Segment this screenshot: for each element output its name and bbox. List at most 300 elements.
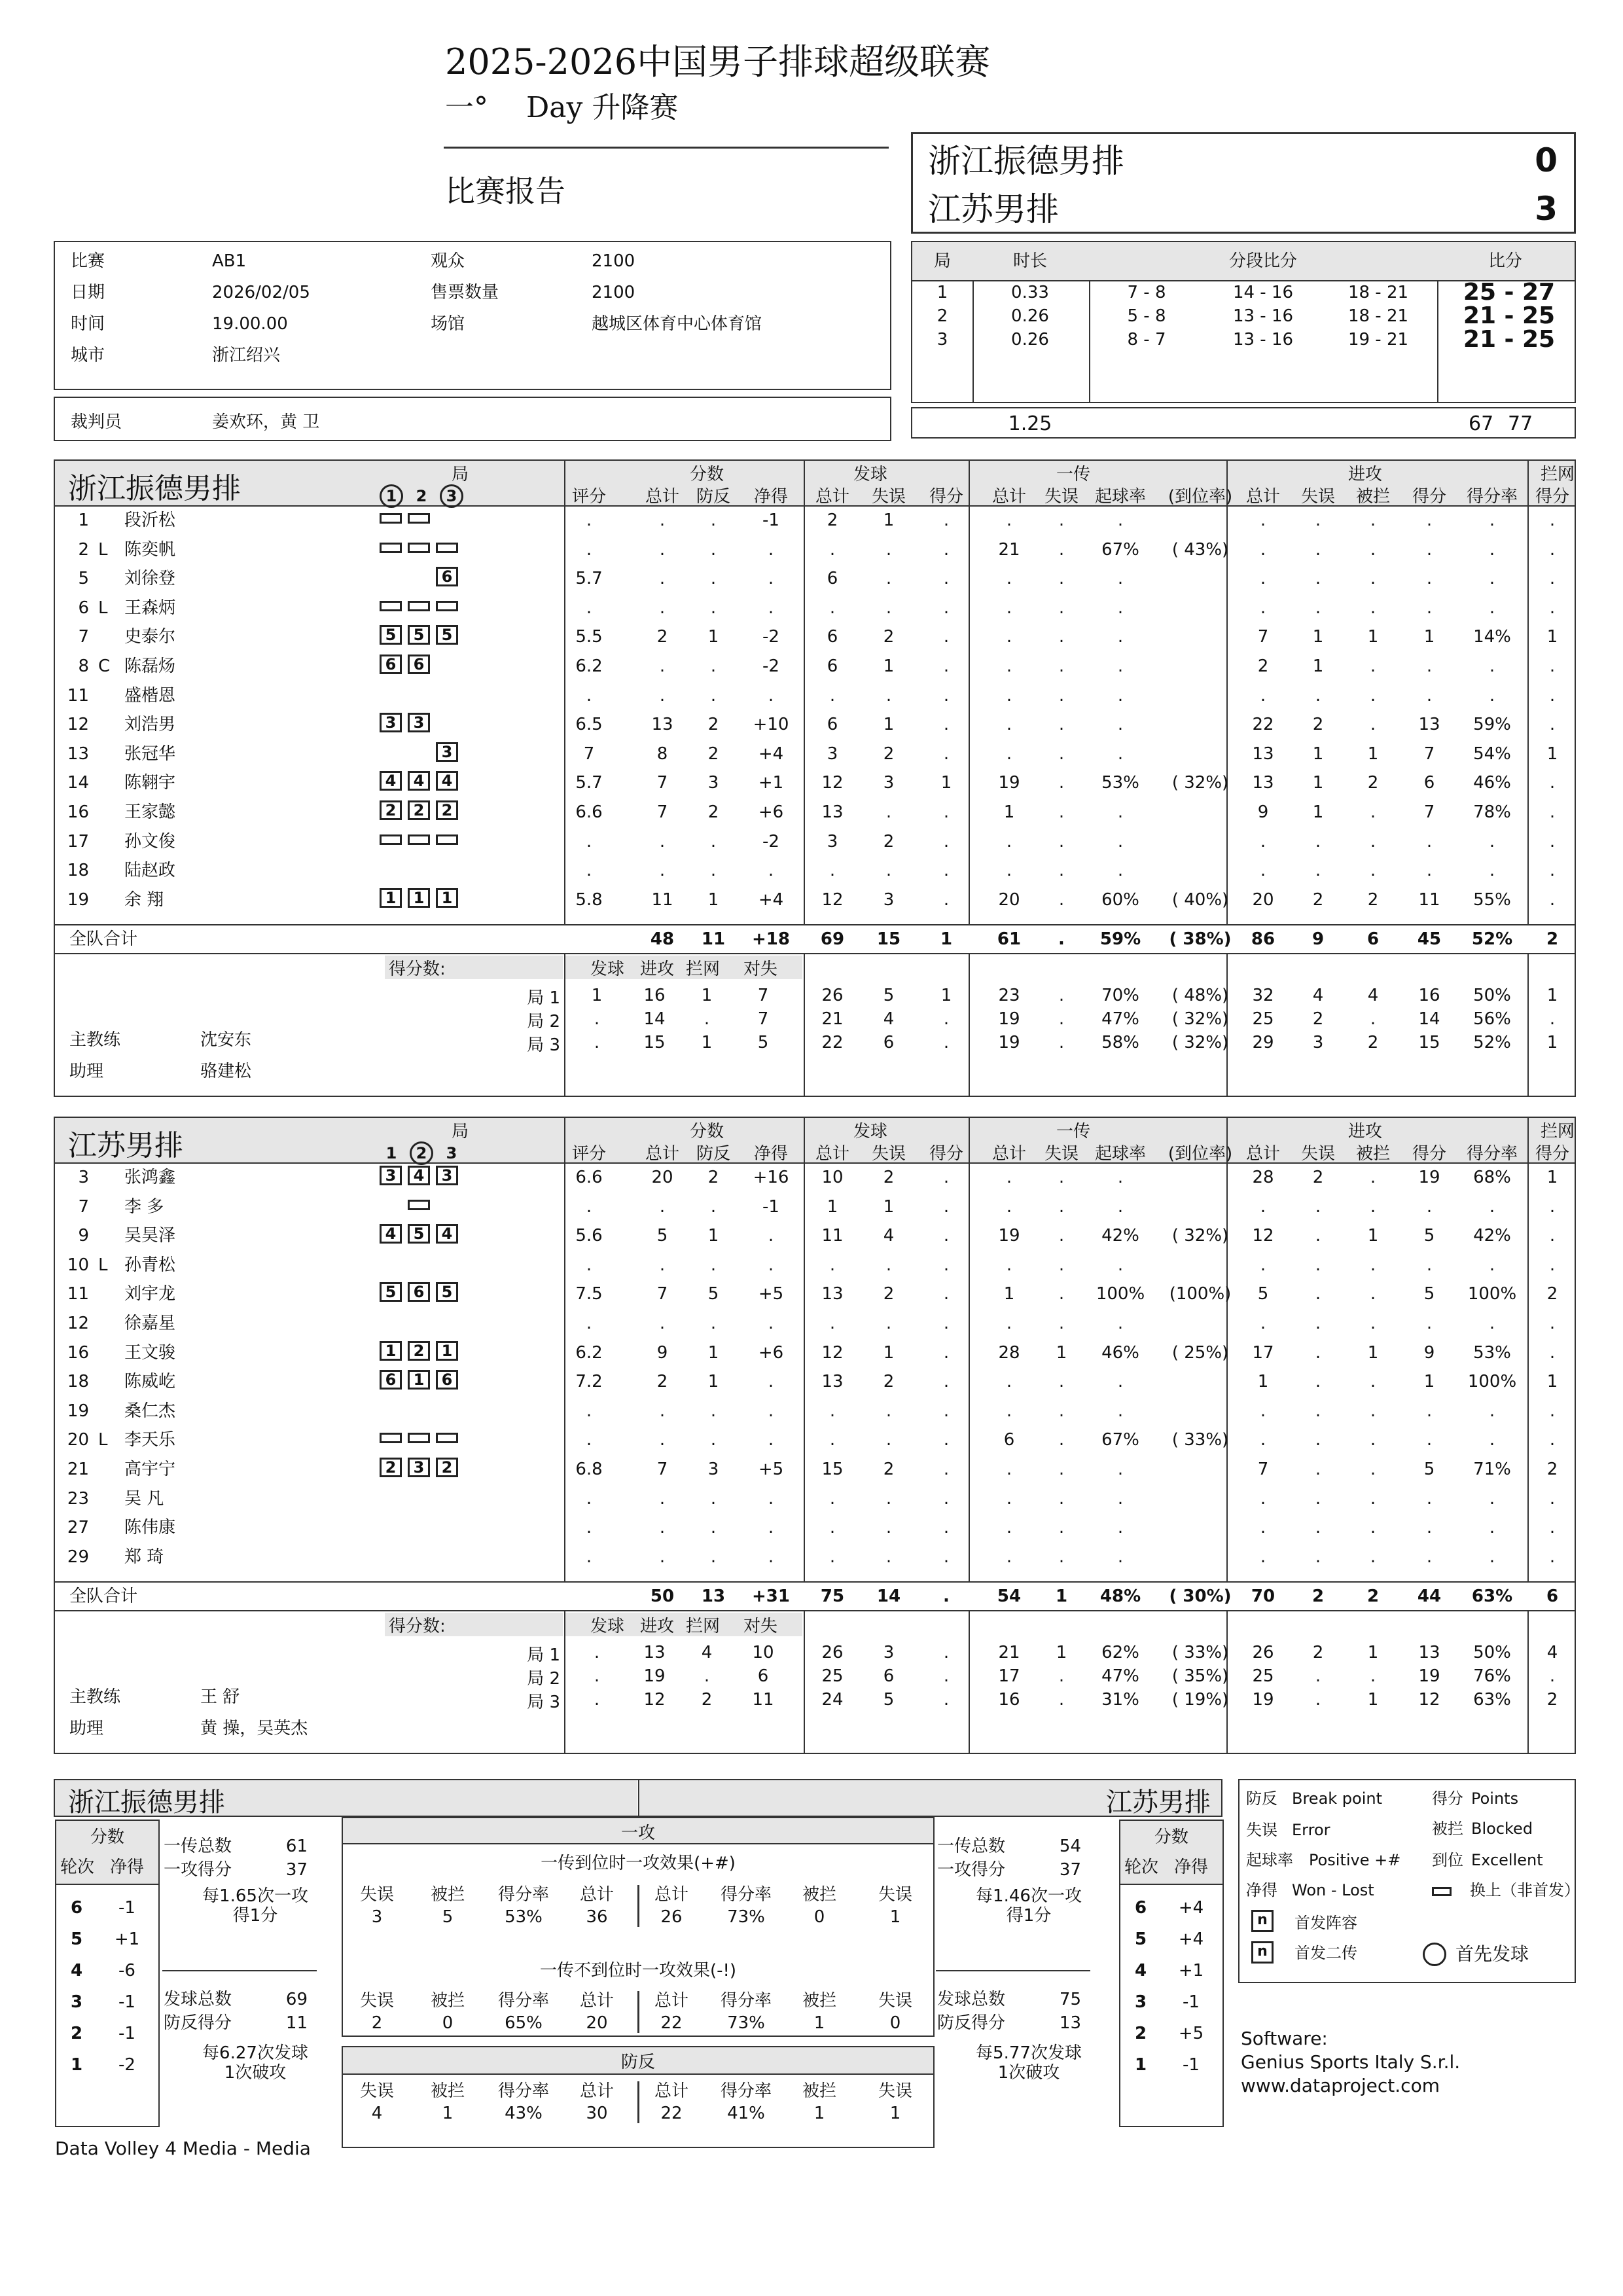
stat-cell: . [1260,1314,1266,1333]
stat-cell: . [1426,832,1433,852]
set-stat-cell: 4 [883,1009,895,1029]
stat-cell: . [1370,540,1376,560]
stat-cell: 1 [1003,1284,1015,1304]
set-number: 2 [936,306,948,326]
group-header: 一传 [1056,465,1091,484]
team-total-cell: 54 [997,1587,1022,1606]
stat-cell: . [710,656,717,676]
stat-cell: 1 [1546,627,1558,647]
stat-cell: . [885,861,892,880]
info-value-date: 2026/02/05 [212,283,310,302]
stat-cell: . [710,1197,717,1217]
column-header: 评分 [571,1144,607,1164]
set-stat-cell: 47% [1101,1009,1139,1029]
team-total-cell: . [943,1587,950,1606]
player-set-boxes [380,1253,464,1272]
summary-right-value: 41% [727,2104,765,2123]
player-name: 王文骏 [124,1343,176,1363]
stat-cell: . [1315,1372,1321,1391]
assistant-label: 助理 [69,1719,104,1738]
sideout-note: 每1.65次一攻 [202,1886,308,1906]
set-stat-cell: 1 [1546,986,1558,1005]
stat-cell: . [586,540,592,560]
starting-position: 5 [436,1282,458,1302]
player-number: 14 [67,773,89,793]
starting-position: 1 [436,888,458,908]
stat-cell: 11 [651,890,673,910]
set-stat-cell: 52% [1473,1033,1511,1052]
stat-cell: 13 [821,802,844,822]
stat-cell: . [659,1314,666,1333]
stat-cell: . [1489,1255,1495,1275]
team-total-cell: 2 [1546,929,1559,949]
stat-cell: . [586,1197,592,1217]
stat-cell: . [1117,1518,1124,1537]
stat-cell: 2 [1546,1460,1558,1479]
stat-cell: . [829,1255,836,1275]
column-header: 净得 [753,1144,789,1164]
stat-cell: . [943,1401,950,1421]
stat-cell: 6.6 [575,802,603,822]
setpts-serve: . [594,1643,600,1662]
player-name: 孙文俊 [124,832,176,852]
column-header: 失误 [1044,1144,1079,1164]
starting-position: 1 [436,1341,458,1361]
summary-col-header: 被拦 [430,2081,465,2101]
stat-cell: . [943,1489,950,1509]
setpts-opperr: 11 [752,1690,774,1710]
legend-box [1238,1779,1580,1983]
set-duration: 0.26 [1011,306,1049,326]
stat-cell: . [1006,1460,1012,1479]
team-total-cell: 11 [701,929,726,949]
legend-first-serve: 首先发球 [1455,1943,1529,1965]
team-table-frame-away [54,1117,1576,1754]
sideout-good-title: 一传到位时一攻效果(+#) [541,1854,736,1873]
stat-cell: 12 [821,890,844,910]
stat-cell: 1 [1257,1372,1269,1391]
stat-cell: . [1058,890,1065,910]
stat-cell: . [1315,1460,1321,1479]
break-note-2: 1次破攻 [224,2063,287,2083]
column-header: 被拦 [1355,1144,1391,1164]
stat-cell: 5 [1423,1460,1435,1479]
sideout-points: 37 [1059,1860,1081,1880]
set-stat-cell: 4 [1546,1643,1558,1662]
starting-position: 4 [380,1224,402,1244]
stat-cell: 6.8 [575,1460,603,1479]
summary-right-value: 0 [889,2013,901,2033]
info-label-time: 时间 [71,314,105,334]
stat-cell: 5.8 [575,890,603,910]
stat-cell: . [1549,1197,1556,1217]
sets-col-set: 局 [933,251,952,271]
summary-home-name: 浙江振德男排 [68,1787,225,1818]
column-header: 得分 [1412,487,1447,507]
legend-sub-icon [1432,1881,1457,1901]
stat-cell: . [1426,1197,1433,1217]
set-stat-cell: 50% [1473,1643,1511,1662]
set-stat-cell: 3 [1312,1033,1324,1052]
setpts-header: 拦网 [685,960,721,979]
set-stat-cell: 14 [1418,1009,1440,1029]
stat-cell: . [1370,832,1376,852]
stat-cell: . [1549,1226,1556,1246]
stat-cell: +6 [758,802,784,822]
stat-cell: 71% [1473,1460,1511,1479]
home-sets-won: 0 [1535,141,1558,179]
stat-cell: . [710,832,717,852]
stat-cell: . [1260,1401,1266,1421]
stat-cell: 12 [821,1343,844,1363]
starting-position: 1 [380,888,402,908]
player-set-boxes [380,1340,464,1361]
summary-left-value: 3 [371,1907,383,1927]
stat-cell: . [1315,1489,1321,1509]
starting-position: 1 [380,1341,402,1361]
column-header: 得分率 [1466,487,1518,507]
first-touch-total: 61 [285,1837,308,1856]
starting-position: 6 [436,567,458,586]
legend-val-positive: Positive +# [1309,1851,1401,1869]
sideout-points-label: 一攻得分 [164,1860,232,1880]
stat-cell: . [1006,1489,1012,1509]
stat-cell: . [943,861,950,880]
column-header: (到位率) [1168,1144,1233,1164]
player-set-boxes [380,624,464,645]
set-stat-cell: 62% [1101,1643,1139,1662]
set-indicators [380,1141,470,1165]
stat-cell: . [1260,540,1266,560]
stat-cell: 3 [883,773,895,793]
set-stat-cell: . [1058,986,1065,1005]
stat-cell: . [1549,715,1556,734]
team-total-cell: . [1058,929,1065,949]
stat-cell: . [1006,569,1012,588]
stat-cell: 46% [1101,1343,1139,1363]
column-header: 失误 [1300,487,1336,507]
legend-key-points: 得分 [1432,1789,1463,1808]
stat-cell: . [659,569,666,588]
stat-cell: 5.6 [575,1226,603,1246]
set-stat-cell: 29 [1252,1033,1274,1052]
player-set-boxes [380,1282,464,1302]
stat-cell: . [943,598,950,618]
coach-label: 主教练 [69,1687,121,1707]
team-total-cell: ( 30%) [1169,1587,1232,1606]
stat-cell: . [1117,569,1124,588]
sub-box [436,543,458,553]
summary-left-value: 43% [505,2104,543,2123]
summary-left-value: 1 [442,2104,454,2123]
stat-cell: . [1058,744,1065,764]
stat-cell: . [586,1489,592,1509]
column-header: 起球率 [1094,487,1147,507]
stat-cell: . [1489,686,1495,706]
break-points: 13 [1059,2013,1081,2033]
set-stat-cell: 12 [1418,1690,1440,1710]
team-total-cell: 44 [1417,1587,1442,1606]
summary-col-header: 总计 [654,2081,689,2101]
player-name: 陈翱宇 [124,773,176,793]
sets-divider-1 [972,280,974,402]
set-stat-cell: . [1549,1009,1556,1029]
player-name: 徐嘉星 [124,1314,176,1333]
stat-cell: . [1315,1284,1321,1304]
group-header: 分数 [689,1122,724,1141]
stat-cell: . [1370,1460,1376,1479]
set-stat-cell: . [1058,1033,1065,1052]
report-title: 比赛报告 [445,173,565,209]
stat-cell: . [1549,890,1556,910]
info-value-venue: 越城区体育中心体育馆 [592,314,762,334]
stat-cell: . [1489,1401,1495,1421]
column-header: 失误 [1300,1144,1336,1164]
first-touch-total-label: 一传总数 [164,1837,232,1856]
summary-col-header: 得分率 [497,1991,550,2011]
setpts-block: . [704,1009,710,1029]
stat-cell: . [1006,1372,1012,1391]
stat-cell: . [1006,744,1012,764]
stat-cell: . [1058,1255,1065,1275]
stat-cell: 13 [1252,744,1274,764]
stat-cell: . [1489,1430,1495,1450]
team-total-cell: 1 [1055,1587,1068,1606]
stat-cell: . [1426,1547,1433,1567]
summary-col-header: 失误 [359,1885,395,1905]
stat-cell: 12 [1252,1226,1274,1246]
summary-right-value: 0 [813,1907,825,1927]
set-partial-8: 5 - 8 [1127,306,1166,326]
stat-cell: . [943,627,950,647]
stat-cell: . [1260,511,1266,530]
summary-right-value: 1 [889,2104,901,2123]
set-stat-cell: 6 [883,1666,895,1686]
player-set-boxes [380,508,464,528]
setpts-serve: . [594,1690,600,1710]
column-divider [564,461,565,924]
stat-cell: 21 [998,540,1020,560]
stat-cell: (100%) [1169,1284,1232,1304]
player-number: 2 [78,540,89,560]
stat-cell: 7.5 [575,1284,603,1304]
stat-cell: . [1549,511,1556,530]
sub-box [436,601,458,611]
set-label: 局 3 [527,1035,560,1055]
rotation-value: -6 [118,1961,135,1981]
sideout-note-2: 得1分 [232,1906,278,1926]
stat-cell: . [1549,802,1556,822]
player-set-boxes [380,683,464,703]
stat-cell: . [1117,627,1124,647]
stat-cell: . [768,540,774,560]
legend-val-breakpoint: Break point [1292,1789,1383,1808]
stat-cell: . [1260,1547,1266,1567]
stat-cell: 19 [1418,1168,1440,1187]
set-duration: 0.26 [1011,330,1049,350]
stat-cell: . [710,1547,717,1567]
stat-cell: . [1006,1518,1012,1537]
stat-cell: . [1058,1226,1065,1246]
team-total-cell: 75 [820,1587,845,1606]
set-stat-cell: 21 [998,1643,1020,1662]
stat-cell: 1 [1367,1226,1379,1246]
setpts-block: 1 [701,1033,713,1052]
stat-cell: -1 [762,511,779,530]
player-role: L [98,598,108,618]
stat-cell: . [1058,1489,1065,1509]
setpts-header: 对失 [743,960,778,979]
set-stat-cell: 1 [1367,1643,1379,1662]
stat-cell: . [710,598,717,618]
stat-cell: 2 [707,802,719,822]
team-total-cell: 63% [1471,1587,1513,1606]
sideout-note: 每1.46次一攻 [976,1886,1082,1906]
stat-cell: 1 [883,656,895,676]
stat-cell: . [1117,1547,1124,1567]
stat-cell: . [1260,686,1266,706]
column-divider [1527,1118,1529,1581]
counter-title: 防反 [620,2053,656,2072]
legend-first-serve-icon [1423,1943,1446,1966]
stat-cell: . [1315,598,1321,618]
stat-cell: 9 [1257,802,1269,822]
stat-cell: . [1370,1255,1376,1275]
total-duration: 1.25 [1008,412,1052,435]
summary-right-value: 1 [813,2104,825,2123]
stat-cell: . [1370,1489,1376,1509]
player-set-boxes [380,537,464,557]
stat-cell: . [1058,598,1065,618]
stat-cell: 15 [821,1460,844,1479]
stat-cell: 8 [656,744,668,764]
stat-cell: . [586,1314,592,1333]
sub-box [380,513,402,524]
stat-cell: . [1426,569,1433,588]
summary-col-header: 总计 [579,2081,615,2101]
column-header: 净得 [753,487,789,507]
set-score: 21 - 25 [1463,326,1556,353]
player-number: 19 [67,1401,89,1421]
stat-cell: . [1006,598,1012,618]
set-stat-cell: 16 [1418,986,1440,1005]
team-total-cell: 69 [820,929,845,949]
total-line-bottom [55,1610,1575,1611]
player-number: 21 [67,1460,89,1479]
legend-key-won-lost: 净得 [1246,1881,1277,1899]
stat-cell: . [710,1518,717,1537]
stat-cell: 1 [883,1197,895,1217]
sub-box [380,543,402,553]
set-indicator-2: 2 [416,487,427,505]
set-stat-cell: 56% [1473,1009,1511,1029]
stat-cell: 1 [1423,1372,1435,1391]
stat-cell: . [1006,1547,1012,1567]
column-header: (到位率) [1168,487,1233,507]
stat-cell: . [768,1489,774,1509]
set-indicator-3: 3 [440,484,463,508]
player-set-boxes [380,654,464,674]
setpts-header: 发球 [590,960,625,979]
stat-cell: . [1426,598,1433,618]
stat-cell: . [885,569,892,588]
column-header: 得分 [929,487,964,507]
stat-cell: . [710,1314,717,1333]
software-label: Software: [1241,2028,1328,2049]
set-stat-cell: 4 [1312,986,1324,1005]
stat-cell: . [1058,1284,1065,1304]
sideout-bad-title: 一传不到位时一攻效果(-!) [539,1961,737,1981]
legend-val-excellent: Excellent [1471,1851,1543,1869]
stat-cell: 5 [1423,1284,1435,1304]
stat-cell: . [1370,656,1376,676]
rotation-number: 1 [1135,2055,1147,2075]
header-ju: 局 [452,1122,469,1141]
stat-cell: . [586,1430,592,1450]
sets-total-box [911,407,1576,439]
legend-key-error: 失误 [1246,1821,1277,1839]
set-indicator-1: 1 [380,484,403,508]
total-points-away: 77 [1508,412,1533,435]
team-total-cell: 15 [876,929,901,949]
set-stat-cell: 6 [883,1033,895,1052]
summary-left-value: 65% [505,2013,543,2033]
rotation-value: +5 [1178,2024,1204,2043]
stat-cell: 68% [1473,1168,1511,1187]
player-name: 王家懿 [124,802,176,822]
sub-box [408,513,430,524]
player-name: 陈磊炀 [124,656,176,676]
summary-center-divider [637,1885,639,1927]
stat-cell: 20 [998,890,1020,910]
sideout-points-label: 一攻得分 [937,1860,1006,1880]
stat-cell: 46% [1473,773,1511,793]
stat-cell: . [1315,1401,1321,1421]
sub-box [380,601,402,611]
stat-cell: . [943,1372,950,1391]
info-label-date: 日期 [71,283,105,302]
referee-value: 姜欢环，黄 卫 [212,412,320,432]
stat-cell: +5 [758,1460,784,1479]
stat-cell: . [1058,715,1065,734]
stat-cell: . [829,1547,836,1567]
stat-cell: 13 [1418,715,1440,734]
team-total-cell: 52% [1471,929,1513,949]
rotation-value: +1 [1178,1961,1204,1981]
stat-cell: . [885,1255,892,1275]
group-header: 拦网 [1540,1122,1575,1141]
stat-cell: . [586,1255,592,1275]
rotation-value: -1 [118,1898,135,1918]
break-note-2: 1次破攻 [997,2063,1060,2083]
player-number: 7 [78,627,89,647]
player-name: 陈奕帆 [124,540,176,560]
set-partial-8: 8 - 7 [1127,330,1166,350]
player-name: 孙青松 [124,1255,176,1275]
summary-col-header: 被拦 [802,1991,837,2011]
set-stat-cell: 47% [1101,1666,1139,1686]
setpts-label: 得分数: [389,960,446,979]
stat-cell: 1 [1003,802,1015,822]
stat-cell: . [1058,1168,1065,1187]
set-stat-cell: 70% [1101,986,1139,1005]
stat-cell: . [1006,1197,1012,1217]
title-divider [444,147,889,149]
stat-cell: . [1117,1197,1124,1217]
player-set-boxes [380,858,464,878]
stat-cell: 5.7 [575,773,603,793]
stat-cell: 5 [707,1284,719,1304]
